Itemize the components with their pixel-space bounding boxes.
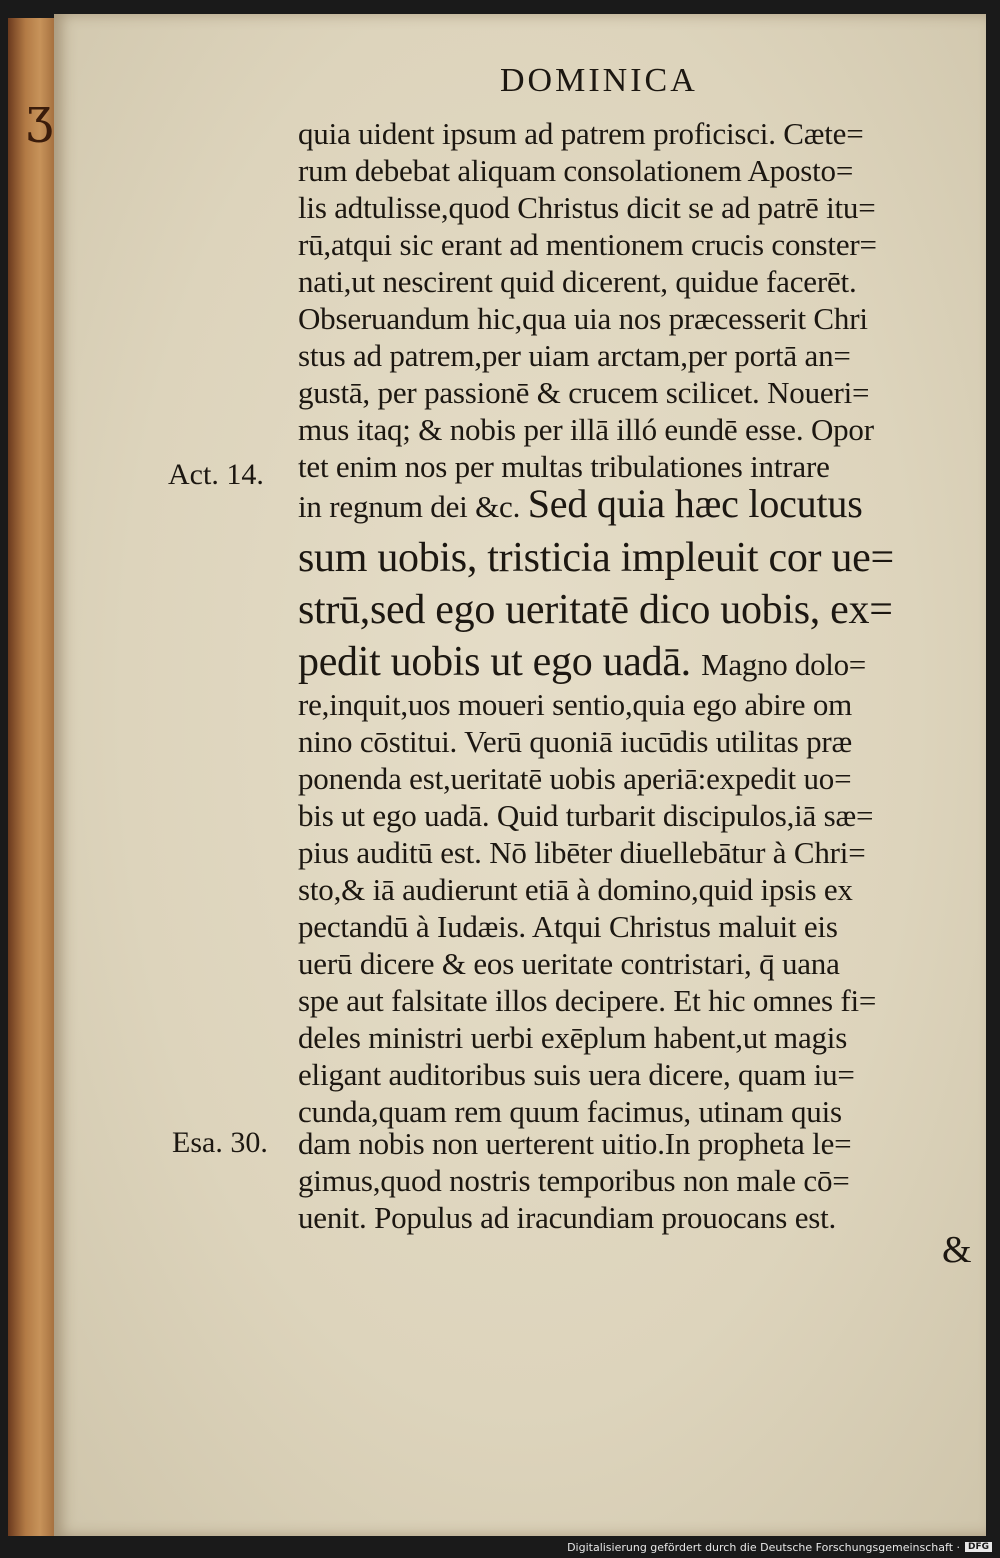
text-line: ponenda est,ueritatē uobis aperiā:expedit uo= — [298, 761, 852, 796]
text-line: gimus,quod nostris temporibus non male cō= — [298, 1163, 850, 1198]
text-line: mus itaq; & nobis per illā illó eundē esse. Opor — [298, 412, 874, 447]
text-line: quia uident ipsum ad patrem proficisci. Cæte= — [298, 116, 864, 151]
text-line: tet enim nos per multas tribulationes intrare — [298, 449, 830, 484]
text-line: lis adtulisse,quod Christus dicit se ad patrē itu= — [298, 190, 876, 225]
dfg-logo: DFG — [965, 1542, 992, 1552]
catchword: & — [942, 1229, 972, 1271]
text-line: pius auditū est. Nō libēter diuellebātur à Chri= — [298, 835, 866, 870]
text-line-mixed — [298, 480, 863, 527]
text-line: Obseruandum hic,qua uia nos præcesserit Chri — [298, 301, 868, 336]
text-line: uerū dicere & eos ueritate contristari, q̄ uana — [298, 946, 840, 981]
text-line: spe aut falsitate illos decipere. Et hic omnes fi= — [298, 983, 877, 1018]
text-line: dam nobis non uerterent uitio.In propheta le= — [298, 1126, 852, 1161]
margin-note-act: Act. 14. — [168, 458, 264, 491]
text-line-mixed — [298, 638, 866, 686]
text-line-big: Sed quia hæc locutus — [527, 481, 863, 526]
text-line: rum debebat aliquam consolationem Aposto= — [298, 153, 854, 188]
text-line: nati,ut nescirent quid dicerent, quidue facerēt. — [298, 264, 857, 299]
text-line: gustā, per passionē & crucem scilicet. Noueri= — [298, 375, 870, 410]
text-line: re,inquit,uos moueri sentio,quia ego abire om — [298, 687, 853, 722]
text-line: sto,& iā audierunt etiā à domino,quid ipsis ex — [298, 872, 853, 907]
text-line: rū,atqui sic erant ad mentionem crucis conster= — [298, 227, 877, 262]
text-line-tail: Magno dolo= — [701, 647, 866, 682]
text-line: nino cōstitui. Verū quoniā iucūdis utilitas præ — [298, 724, 853, 759]
text-line-start: in regnum dei &c. — [298, 489, 521, 524]
text-line-big-end: pedit uobis ut ego uadā. — [298, 639, 691, 685]
text-line: eligant auditoribus suis uera dicere, quam iu= — [298, 1057, 855, 1092]
text-line: uenit. Populus ad iracundiam prouocans est. — [298, 1200, 837, 1235]
text-line: pectandū à Iudæis. Atqui Christus maluit eis — [298, 909, 838, 944]
margin-note-esa: Esa. 30. — [172, 1126, 268, 1159]
text-line-big: strū,sed ego ueritatē dico uobis, ex= — [298, 587, 893, 633]
text-line: stus ad patrem,per uiam arctam,per portā an= — [298, 338, 851, 373]
footer-credit: Digitalisierung gefördert durch die Deutsche Forschungsgemeinschaft · — [567, 1541, 960, 1554]
spine-mark: ʒ — [26, 88, 54, 144]
text-line: bis ut ego uadā. Quid turbarit discipulos,iā sæ= — [298, 798, 874, 833]
running-head: DOMINICA — [500, 62, 698, 99]
text-line: cunda,quam rem quum facimus, utinam quis — [298, 1094, 842, 1129]
text-line: deles ministri uerbi exēplum habent,ut magis — [298, 1020, 848, 1055]
text-line-big: sum uobis, tristicia impleuit cor ue= — [298, 535, 894, 581]
